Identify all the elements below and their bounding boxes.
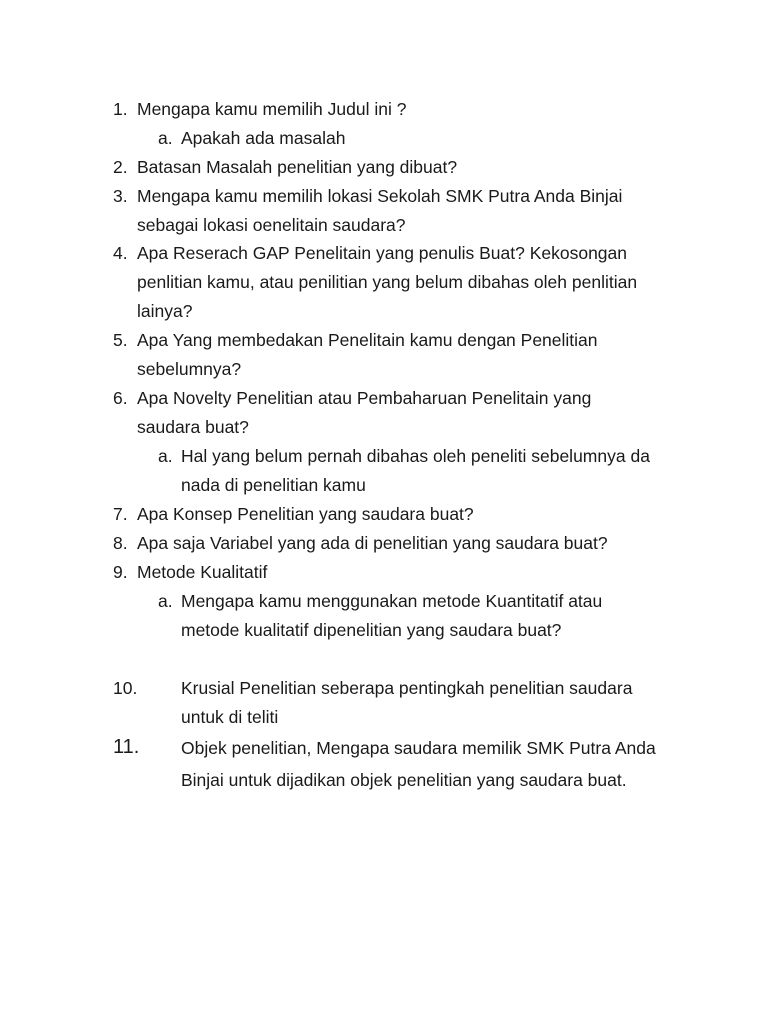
item-text: sebelumnya? bbox=[137, 359, 242, 379]
subitem-text: nada di penelitian kamu bbox=[181, 475, 366, 495]
item-text: Apa Novelty Penelitian atau Pembaharuan Penelitain yang bbox=[137, 388, 592, 408]
item-text: Batasan Masalah penelitian yang dibuat? bbox=[137, 157, 458, 177]
subitem-text: Mengapa kamu menggunakan metode Kuantitatif atau bbox=[181, 591, 603, 611]
item-text: Apa Yang membedakan Penelitain kamu dengan Penelitian bbox=[137, 330, 598, 350]
item-number: 4. bbox=[113, 243, 128, 263]
item-text: Apa saja Variabel yang ada di penelitian yang saudara buat? bbox=[137, 533, 608, 553]
item-text: Metode Kualitatif bbox=[137, 562, 268, 582]
item-number: 10. bbox=[113, 678, 138, 698]
subitem-marker: a. bbox=[158, 446, 173, 466]
item-text: untuk di teliti bbox=[181, 707, 279, 727]
item-number: 11. bbox=[113, 736, 140, 758]
item-number: 9. bbox=[113, 562, 128, 582]
subitem-marker: a. bbox=[158, 591, 173, 611]
item-number: 6. bbox=[113, 388, 128, 408]
item-text: penlitian kamu, atau penilitian yang belum dibahas oleh penlitian bbox=[137, 272, 638, 292]
item-number: 5. bbox=[113, 330, 128, 350]
item-number: 1. bbox=[113, 99, 128, 119]
subitem-text: metode kualitatif dipenelitian yang saudara buat? bbox=[181, 620, 562, 640]
item-text: Binjai untuk dijadikan objek penelitian yang saudara buat. bbox=[181, 770, 627, 790]
item-number: 7. bbox=[113, 504, 128, 524]
item-text: Objek penelitian, Mengapa saudara memilik SMK Putra Anda bbox=[181, 738, 656, 758]
subitem-text: Apakah ada masalah bbox=[181, 128, 346, 148]
subitem-text: Hal yang belum pernah dibahas oleh peneliti sebelumnya da bbox=[181, 446, 650, 466]
item-number: 8. bbox=[113, 533, 128, 553]
subitem-marker: a. bbox=[158, 128, 173, 148]
item-text: Apa Konsep Penelitian yang saudara buat? bbox=[137, 504, 474, 524]
item-text: Krusial Penelitian seberapa pentingkah penelitian saudara bbox=[181, 678, 633, 698]
item-text: Mengapa kamu memilih Judul ini ? bbox=[137, 99, 407, 119]
item-text: sebagai lokasi oenelitain saudara? bbox=[137, 215, 406, 235]
item-text: saudara buat? bbox=[137, 417, 249, 437]
item-text: lainya? bbox=[137, 301, 193, 321]
item-text: Apa Reserach GAP Penelitain yang penulis Buat? Kekosongan bbox=[137, 243, 628, 263]
item-text: Mengapa kamu memilih lokasi Sekolah SMK Putra Anda Binjai bbox=[137, 186, 623, 206]
item-number: 3. bbox=[113, 186, 128, 206]
item-number: 2. bbox=[113, 157, 128, 177]
